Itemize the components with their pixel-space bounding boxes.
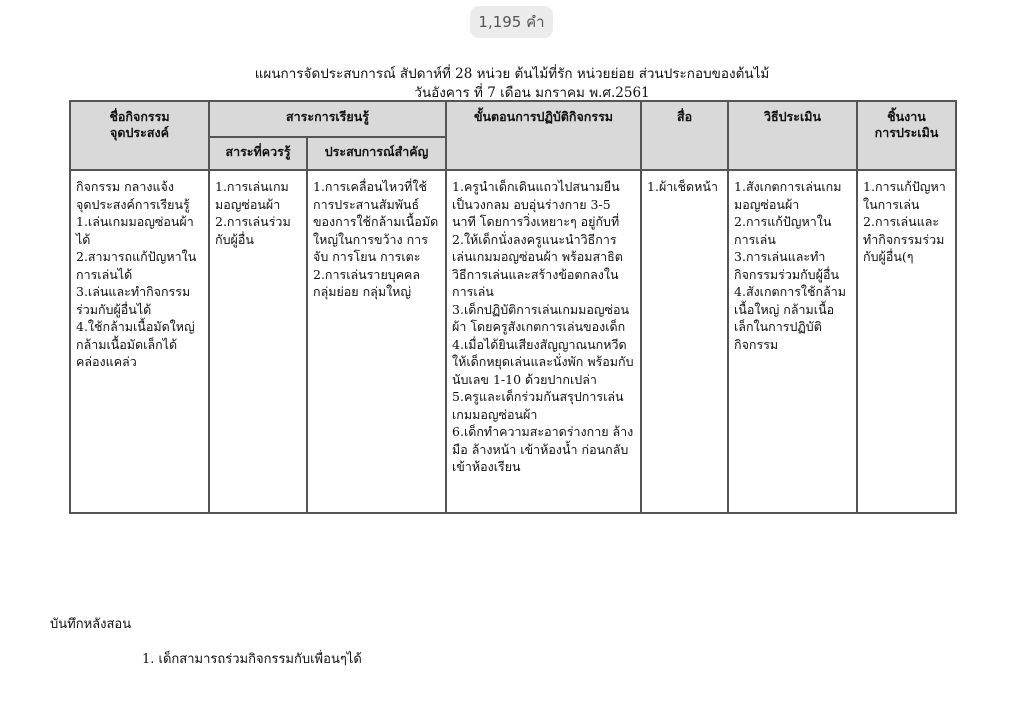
plan-title: แผนการจัดประสบการณ์ สัปดาห์ที่ 28 หน่วย ต้นไม้ที่รัก หน่วยย่อย ส่วนประกอบของต้นไม้ [254, 66, 770, 82]
header-procedure: ขั้นตอนการปฏิบัติกิจกรรม [446, 101, 641, 170]
cell-content-experience: 1.การเคลื่อนไหวที่ใช้การประสานสัมพันธ์ของการใช้กล้ามเนื้อมัดใหญ่ในการขว้าง การจับ การโยน การเตะ 2.การเล่นรายบุคคล กลุ่มย่อย กลุ่มใหญ่ [307, 170, 446, 513]
header-content-knowledge: สาระที่ควรรู้ [209, 137, 307, 170]
cell-media: 1.ผ้าเช็ดหน้า [641, 170, 728, 513]
header-evaluation: วิธีประเมิน [728, 101, 857, 170]
word-count-badge: 1,195 คำ [470, 6, 553, 38]
header-activity: ชื่อกิจกรรม จุดประสงค์ [70, 101, 209, 170]
activity-plan-table [69, 100, 957, 514]
header-content-experience: ประสบการณ์สำคัญ [307, 137, 446, 170]
cell-work: 1.การแก้ปัญหาในการเล่น 2.การเล่นและทำกิจกรรมร่วมกับผู้อื่น(ๆ [857, 170, 956, 513]
notes-title: บันทึกหลังสอน [50, 617, 132, 632]
cell-content-knowledge: 1.การเล่นเกมมอญซ่อนผ้า 2.การเล่นร่วมกับผู้อื่น [209, 170, 307, 513]
cell-evaluation: 1.สังเกตการเล่นเกมมอญซ่อนผ้า 2.การแก้ปัญหาในการเล่น 3.การเล่นและทำกิจกรรมร่วมกับผู้อื่น 4.สังเกตการใช้กล้ามเนื้อใหญ่ กล้ามเนื้อเล็กในการปฏิบัติกิจกรรม [728, 170, 857, 513]
header-media: สื่อ [641, 101, 728, 170]
header-content: สาระการเรียนรู้ [209, 101, 446, 137]
notes-item: 1. เด็กสามารถร่วมกิจกรรมกับเพื่อนๆได้ [142, 652, 362, 667]
plan-date: วันอังคาร ที่ 7 เดือน มกราคม พ.ศ.2561 [414, 85, 650, 101]
cell-procedure: 1.ครูนำเด็กเดินแถวไปสนามยืนเป็นวงกลม อบอุ่นร่างกาย 3-5 นาที โดยการวิ่งเหยาะๆ อยู่กับที่ 2.ให้เด็กนั่งลงครูแนะนำวิธีการเล่นเกมมอญซ่อนผ้า พร้อมสาธิตวิธีการเล่นและสร้างข้อตกลงในการเล่น 3.เด็กปฏิบัติการเล่นเกมมอญซ่อนผ้า โดยครูสังเกตการเล่นของเด็ก 4.เมื่อได้ยินเสียงสัญญาณนกหวีดให้เด็กหยุดเล่นและนั่งพัก พร้อมกับนับเลข 1-10 ด้วยปากเปล่า 5.ครูและเด็กร่วมกันสรุปการเล่นเกมมอญซ่อนผ้า 6.เด็กทำความสะอาดร่างกาย ล้างมือ ล้างหน้า เข้าห้องน้ำ ก่อนกลับเข้าห้องเรียน [446, 170, 641, 513]
cell-activity: กิจกรรม กลางแจ้ง จุดประสงค์การเรียนรู้ 1.เล่นเกมมอญซ่อนผ้าได้ 2.สามารถแก้ปัญหาในการเล่นได้ 3.เล่นและทำกิจกรรมร่วมกับผู้อื่นได้ 4.ใช้กล้ามเนื้อมัดใหญ่ กล้ามเนื้อมัดเล็กได้คล่องแคล่ว [70, 170, 209, 513]
header-work: ชิ้นงาน การประเมิน [857, 101, 956, 170]
